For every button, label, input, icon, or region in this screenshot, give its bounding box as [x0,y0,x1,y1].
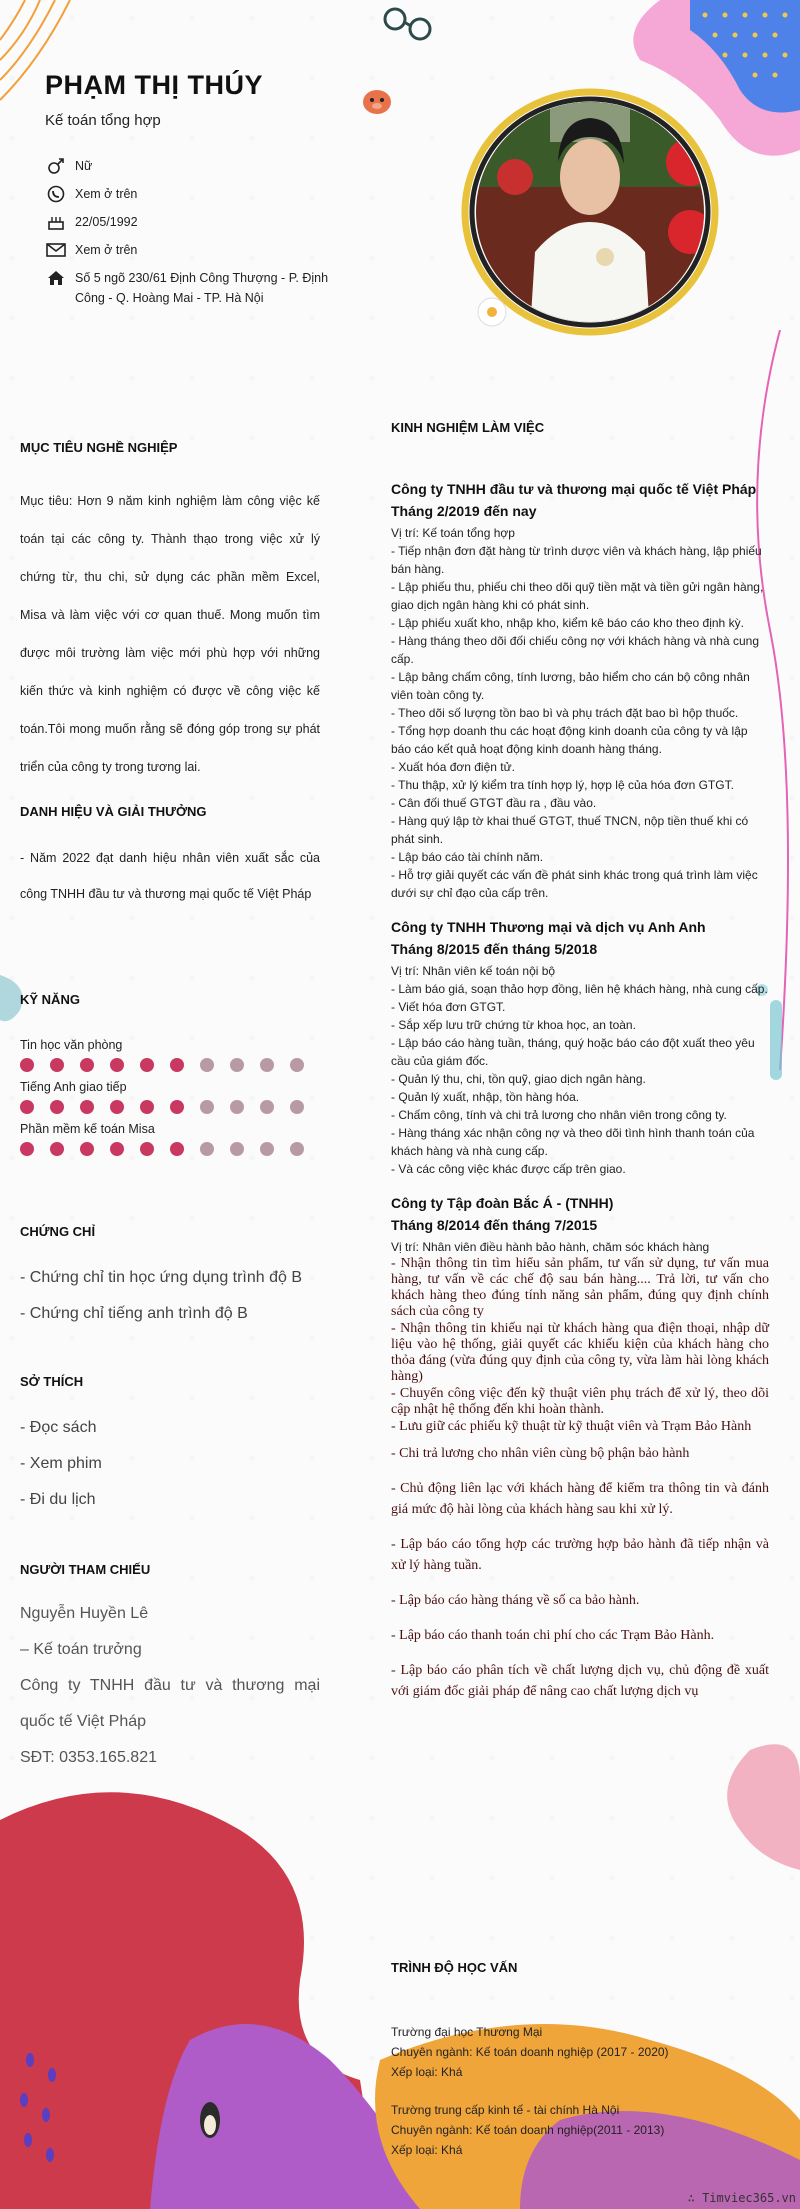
experience-heading: KINH NGHIỆM LÀM VIỆC [391,420,545,435]
job-duty: - Lập báo cáo thanh toán chi phí cho các Trạm Bảo Hành. [391,1628,715,1643]
contact-info [45,156,345,316]
job-title: Kế toán tổng hợp [45,112,161,129]
reference-block [20,1596,320,1776]
rating-dot-empty [290,1142,304,1156]
rating-dot-empty [230,1142,244,1156]
rating-dot-filled [80,1058,94,1072]
job-duty: - Chấm công, tính và chi trả lương cho nhân viên trong công ty. [391,1108,727,1122]
gender-icon [45,156,67,176]
rating-dot-filled [50,1058,64,1072]
skill-item [20,1038,320,1072]
dob-value: 22/05/1992 [75,215,138,229]
rating-dot-empty [200,1100,214,1114]
job-duty: - Xuất hóa đơn điện tử. [391,760,515,774]
job-duty: - Hàng tháng xác nhận công nợ và theo dõi tình hình thanh toán của khách hàng và nhà cung cấp. [391,1126,755,1158]
job-duty: - Nhận thông tin tìm hiểu sản phẩm, tư vấn sử dụng, tư vấn mua hàng, tư vấn về các chế độ sau bán hàng.... Trả lời, tư vấn cho khách hàng theo đúng tính năng sản phẩm, đúng quy định chính sách của công ty [391,1256,769,1319]
job-duty: - Chi trả lương cho nhân viên cùng bộ phận bảo hành [391,1446,690,1461]
awards-text: - Năm 2022 đạt danh hiệu nhân viên xuất sắc của công TNHH đầu tư và thương mại quốc tế Việt Pháp [20,851,320,901]
rating-dot-filled [170,1142,184,1156]
job-duty: - Tổng hợp doanh thu các hoạt động kinh doanh của công ty và lập báo cáo kết quả hoạt động kinh doanh hàng tháng. [391,724,748,756]
job-duty: - Lập báo cáo tài chính năm. [391,850,544,864]
top-left-line-decoration [0,0,80,120]
skills-heading: KỸ NĂNG [20,992,80,1007]
logo-icon: ∴ [687,2191,703,2205]
job-company: Công ty Tập đoàn Bắc Á - (TNHH) [391,1195,614,1211]
job-company: Công ty TNHH đầu tư và thương mại quốc tế Việt Pháp [391,481,757,497]
education-heading: TRÌNH ĐỘ HỌC VẤN [391,1960,518,1975]
certificates-list [20,1260,320,1332]
full-name: PHẠM THỊ THÚY [45,70,263,100]
job-duty: - Cân đối thuế GTGT đầu ra , đầu vào. [391,796,597,810]
awards-heading: DANH HIỆU VÀ GIẢI THƯỞNG [20,804,207,819]
job-duty: - Lập báo cáo hàng tháng về số ca bảo hành. [391,1593,640,1608]
job-duty: - Nhận thông tin khiếu nại từ khách hàng qua điện thoại, nhập dữ liệu vào hệ thống, giải quyết các khiếu kiện của khách hàng cho thỏa đáng (vừa đúng quy định của công ty, vừa làm hài lòng khách hàng) [391,1321,769,1384]
rating-dot-empty [200,1058,214,1072]
job-duty: - Theo dõi số lượng tồn bao bì và phụ trách đặt bao bì hộp thuốc. [391,706,739,720]
job-duty: - Quản lý xuất, nhập, tồn hàng hóa. [391,1090,580,1104]
job-company: Công ty TNHH Thương mại và dịch vụ Anh Anh [391,919,706,935]
hobby-item: - Đọc sách [20,1419,97,1436]
envelope-icon [45,240,67,260]
job-entry [391,478,769,902]
job-duty: - Hàng quý lập tờ khai thuế GTGT, thuế TNCN, nộp tiền thuế khi có phát sinh. [391,814,749,846]
footer-brand: Timviec365.vn [702,2191,796,2205]
job-position: Vị trí: Nhân viên kế toán nội bộ [391,964,556,978]
rating-dot-filled [50,1100,64,1114]
job-period: Tháng 8/2014 đến tháng 7/2015 [391,1217,598,1233]
school-name: Trường trung cấp kinh tế - tài chính Hà Nội [391,2103,620,2117]
job-duty: - Lập báo cáo phân tích về chất lượng dịch vụ, chủ động đề xuất với giám đốc giải pháp để nâng cao chất lượng dịch vụ [391,1663,769,1699]
job-duty: - Viết hóa đơn GTGT. [391,1000,506,1014]
job-duty: - Lập bảng chấm công, tính lương, bảo hiểm cho cán bộ công nhân viên toàn công ty. [391,670,750,702]
job-duty: - Sắp xếp lưu trữ chứng từ khoa học, an toàn. [391,1018,636,1032]
job-duty: - Hỗ trợ giải quyết các vấn đề phát sinh khác trong quá trình làm việc dưới sự chỉ đạo của cấp trên. [391,868,758,900]
school-major: Chuyên ngành: Kế toán doanh nghiệp (2017 - 2020) [391,2045,669,2059]
hobbies-list [20,1410,320,1518]
phone-icon [45,184,67,204]
home-icon [45,268,67,288]
reference-company: Công ty TNHH đầu tư và thương mại quốc tế Việt Pháp [20,1677,320,1730]
job-duty: - Thu thập, xử lý kiểm tra tính hợp lý, hợp lệ của hóa đơn GTGT. [391,778,734,792]
skill-label: Tin học văn phòng [20,1038,123,1052]
rating-dot-filled [110,1142,124,1156]
reference-name: Nguyễn Huyền Lê [20,1605,149,1622]
rating-dot-empty [260,1100,274,1114]
job-duty: - Tiếp nhận đơn đặt hàng từ trình dược viên và khách hàng, lập phiếu bán hàng. [391,544,762,576]
rating-dot-empty [260,1142,274,1156]
job-period: Tháng 2/2019 đến nay [391,503,537,519]
dob-row [45,212,345,232]
rating-dot-empty [200,1142,214,1156]
skill-rating [20,1142,320,1156]
school-grade: Xếp loại: Khá [391,2143,463,2157]
hobbies-heading: SỞ THÍCH [20,1374,84,1389]
rating-dot-empty [290,1058,304,1072]
job-duty: - Và các công việc khác được cấp trên giao. [391,1162,626,1176]
job-duty: - Lập phiếu xuất kho, nhập kho, kiểm kê báo cáo kho theo định kỳ. [391,616,744,630]
glasses-icon [380,4,440,44]
job-entry [391,916,769,1178]
job-duty: - Hàng tháng theo dõi đối chiếu công nợ với khách hàng và nhà cung cấp. [391,634,759,666]
certificate-item: - Chứng chỉ tiếng anh trình độ B [20,1305,248,1322]
school-name: Trường đại học Thương Mại [391,2025,543,2039]
rating-dot-filled [110,1100,124,1114]
certificate-item: - Chứng chỉ tin học ứng dụng trình độ B [20,1269,303,1286]
address-row [45,268,345,308]
objective-heading: MỤC TIÊU NGHỀ NGHIỆP [20,440,178,455]
job-entry [391,1192,769,1702]
education-school [391,2022,769,2082]
job-position: Vị trí: Kế toán tổng hợp [391,526,515,540]
email-row [45,240,345,260]
skill-rating [20,1100,320,1114]
job-duty: - Lập báo cáo hàng tuần, tháng, quý hoặc báo cáo đột xuất theo yêu cầu của giám đốc. [391,1036,755,1068]
experience-list [391,478,769,1716]
skill-rating [20,1058,320,1072]
email-value: Xem ở trên [75,243,138,257]
certificates-heading: CHỨNG CHỈ [20,1224,96,1239]
skill-label: Tiếng Anh giao tiếp [20,1080,127,1094]
school-grade: Xếp loại: Khá [391,2065,463,2079]
rating-dot-empty [260,1058,274,1072]
skill-label: Phần mềm kế toán Misa [20,1122,155,1136]
phone-row [45,184,345,204]
job-duty: - Lập báo cáo tổng hợp các trường hợp bảo hành đã tiếp nhận và xử lý hàng tuần. [391,1537,769,1573]
address-value: Số 5 ngõ 230/61 Định Công Thượng - P. Định Công - Q. Hoàng Mai - TP. Hà Nội [75,271,329,305]
job-duty: - Làm báo giá, soạn thảo hợp đồng, liên hệ khách hàng, nhà cung cấp. [391,982,768,996]
footer-watermark [688,2191,796,2205]
job-duty: - Chuyển công việc đến kỹ thuật viên phụ trách để xử lý, theo dõi cập nhật hệ thống đến khi hoàn thành. [391,1386,769,1417]
skill-item [20,1122,320,1156]
gender-row [45,156,345,176]
school-major: Chuyên ngành: Kế toán doanh nghiệp(2011 - 2013) [391,2123,665,2137]
gender-value: Nữ [75,159,93,173]
avatar [440,82,740,352]
rating-dot-filled [170,1100,184,1114]
rating-dot-filled [140,1142,154,1156]
education-school [391,2100,769,2160]
skill-item [20,1080,320,1114]
rating-dot-filled [170,1058,184,1072]
job-duty: - Lưu giữ các phiếu kỹ thuật từ kỹ thuật viên và Trạm Bảo Hành [391,1419,752,1434]
reference-phone: SĐT: 0353.165.821 [20,1749,157,1766]
rating-dot-filled [110,1058,124,1072]
job-position: Vị trí: Nhân viên điều hành bảo hành, chăm sóc khách hàng [391,1240,710,1254]
job-duty: - Quản lý thu, chi, tồn quỹ, giao dịch ngân hàng. [391,1072,646,1086]
reference-role: – Kế toán trưởng [20,1641,142,1658]
rating-dot-filled [140,1058,154,1072]
rating-dot-filled [20,1142,34,1156]
phone-value: Xem ở trên [75,187,138,201]
rating-dot-filled [20,1100,34,1114]
job-duty: - Lập phiếu thu, phiếu chi theo dõi quỹ tiền mặt và tiền gửi ngân hàng, giao dịch ngân hàng khi có phát sinh. [391,580,764,612]
rating-dot-filled [50,1142,64,1156]
rating-dot-filled [20,1058,34,1072]
hobby-item: - Đi du lịch [20,1491,96,1508]
reference-heading: NGƯỜI THAM CHIẾU [20,1562,151,1577]
daisy-decoration [478,298,506,326]
hobby-item: - Xem phim [20,1455,102,1472]
rating-dot-filled [140,1100,154,1114]
rating-dot-filled [80,1142,94,1156]
birthday-cake-icon [45,212,67,232]
cartoon-pig-icon [360,86,394,116]
rating-dot-empty [230,1100,244,1114]
objective-text: Mục tiêu: Hơn 9 năm kinh nghiệm làm công việc kế toán tại các công ty. Thành thạo trong việc xử lý chứng từ, thu chi, sử dụng các phần mềm Excel, Misa và làm việc với cơ quan thuế. Mong muốn tìm được môi trường làm việc mới phù hợp với những kiến thức và kinh nghiệm có được về công việc kế toán.Tôi mong muốn rằng sẽ đóng góp trong sự phát triển của công ty trong tương lai. [20,494,320,774]
rating-dot-empty [230,1058,244,1072]
rating-dot-empty [290,1100,304,1114]
rating-dot-filled [80,1100,94,1114]
job-period: Tháng 8/2015 đến tháng 5/2018 [391,941,598,957]
skills-list [20,1038,320,1164]
job-duty: - Chủ động liên lạc với khách hàng để kiểm tra thông tin và đánh giá mức độ hài lòng của khách hàng sau khi xử lý. [391,1481,769,1517]
